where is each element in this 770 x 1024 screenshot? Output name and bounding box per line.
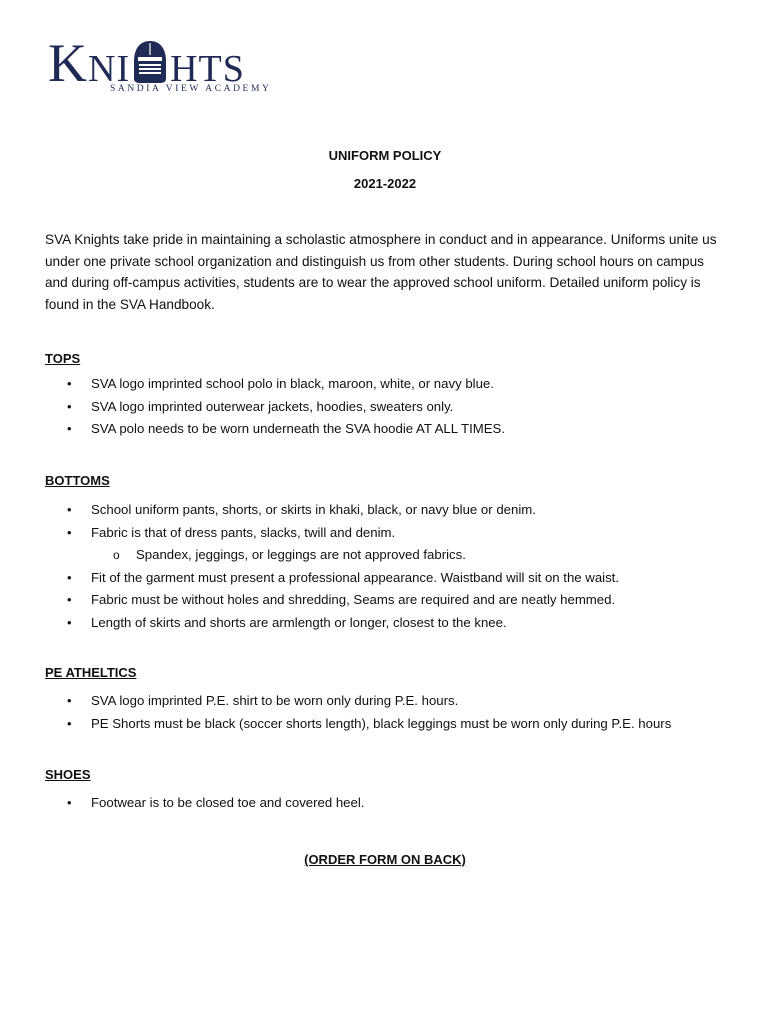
bullet-icon: • xyxy=(67,592,72,607)
list-item: • SVA logo imprinted outerwear jackets, hoodies, sweaters only. xyxy=(0,396,505,419)
section-heading-tops: TOPS xyxy=(45,351,81,366)
tops-list xyxy=(0,373,505,441)
bullet-icon: • xyxy=(67,398,72,414)
bullet-icon: • xyxy=(67,715,72,731)
bullet-icon: • xyxy=(67,569,72,585)
bottoms-list xyxy=(0,499,619,634)
sub-list-item: o Spandex, jeggings, or leggings are not approved fabrics. xyxy=(0,544,619,567)
section-heading-shoes: SHOES xyxy=(45,767,91,782)
list-item: • SVA logo imprinted school polo in black, maroon, white, or navy blue. xyxy=(0,373,505,396)
shoes-list xyxy=(0,792,364,815)
list-item: • School uniform pants, shorts, or skirts in khaki, black, or navy blue or denim. xyxy=(0,499,619,522)
bullet-icon: • xyxy=(67,502,72,517)
section-heading-pe: PE ATHELTICS xyxy=(45,665,137,680)
knights-logo xyxy=(44,32,272,104)
bullet-icon: • xyxy=(67,421,72,436)
list-item: • PE Shorts must be black (soccer shorts length), black leggings must be worn only during P.E. hours xyxy=(0,713,671,736)
list-item: • Fabric must be without holes and shredding, Seams are required and are neatly hemmed. xyxy=(0,589,619,612)
pe-list xyxy=(0,690,671,735)
list-item: • Fit of the garment must present a professional appearance. Waistband will sit on the waist. xyxy=(0,567,619,590)
logo-subtitle: SANDIA VIEW ACADEMY xyxy=(110,84,272,94)
document-title: UNIFORM POLICY xyxy=(328,148,442,163)
list-item: • SVA polo needs to be worn underneath the SVA hoodie AT ALL TIMES. xyxy=(0,418,505,441)
order-form-note: (ORDER FORM ON BACK) xyxy=(304,852,466,867)
list-item: • Footwear is to be closed toe and covered heel. xyxy=(0,792,364,815)
knight-helmet-icon xyxy=(131,39,169,85)
logo-wordmark: KNI HTS xyxy=(48,33,245,93)
list-item: • Fabric is that of dress pants, slacks, twill and denim. xyxy=(0,522,619,545)
sub-bullet-icon: o xyxy=(113,548,120,562)
bullet-icon: • xyxy=(67,376,72,391)
bullet-icon: • xyxy=(67,614,72,630)
bullet-icon: • xyxy=(67,524,72,540)
list-item: • Length of skirts and shorts are armlength or longer, closest to the knee. xyxy=(0,612,619,635)
intro-paragraph: SVA Knights take pride in maintaining a scholastic atmosphere in conduct and in appearance. Uniforms unite us under one private school organization and distinguish us from other students. During school hours on campus and during off-campus activities, students are to wear the approved school uniform. Detailed uniform policy is found in the SVA Handbook. xyxy=(45,232,717,312)
bullet-icon: • xyxy=(67,693,72,708)
list-item: • SVA logo imprinted P.E. shirt to be worn only during P.E. hours. xyxy=(0,690,671,713)
bullet-icon: • xyxy=(67,795,72,810)
school-year: 2021-2022 xyxy=(353,176,417,191)
section-heading-bottoms: BOTTOMS xyxy=(45,473,110,488)
